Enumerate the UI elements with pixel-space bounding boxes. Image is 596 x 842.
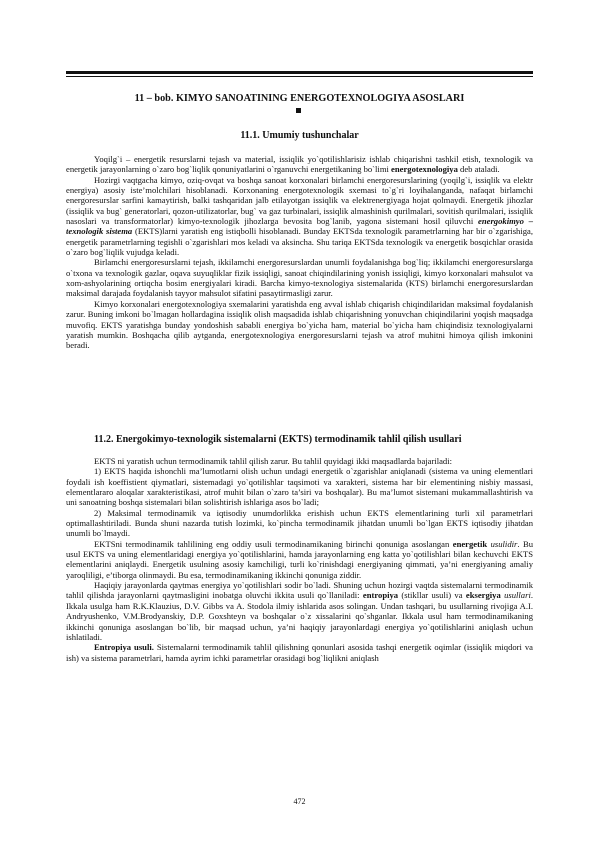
paragraph: Kimyo korxonalari energotexnologiya sxemalarini yaratishda eng avval ishlab chiqarish chiqindilaridan maksimal foydalanish zarur. Buning imkoni bo`lmagan hollardagina issiqlik olish maqsadida ishlab chiqarishning yonuvchan chiqindilarini yoqish maqsadga muvofiq. EKTS yaratishga bunday yondoshish sababli energiya bo`yicha ham, material bo`yicha ham chiqindisiz texnologiyalarni yaratish mumkin. Boshqacha qilib aytganda, energotexnologiya energoresurslarni tejash va atrof muhitni himoya qilish imkonini beradi. — [66, 298, 533, 351]
paragraph: Birlamchi energoresurslarni tejash, ikkilamchi energoresurslardan unumli foydalanishga bog`liq; ikkilamchi energoresurslarga o`txona va texnologik gazlar, oqava suyuqliklar fizik issiqligi, sanoat chiqindilarining yonish issiqligi, kimyo korxonalari mahsulot va xom-ashyolarining ortiqcha bosim energiyalari kiradi. Barcha kimyo-texnologiya sistemalarida (KTS) birlamchi energoresurslardan maksimal darajada foydalanish tayyor mahsulot sifatini pasaytirmasligi zarur. — [66, 257, 533, 299]
section-1-body — [66, 154, 533, 351]
square-bullet-icon — [296, 108, 301, 113]
header-rule-thin — [66, 76, 533, 77]
term-usullari: usullari — [504, 590, 531, 601]
term-usulidir: usulidir — [490, 538, 518, 549]
paragraph: Hozirgi vaqtgacha kimyo, oziq-ovqat va boshqa sanoat korxonalari birlamchi energoresurslarining (yoqilg`i, issiqlik va elektr energiya) asosiy iste’molchilari hisoblanadi. Korxonaning energotexnologik sxemasi to`g`ri loyihalanganda, nafaqat birlamchi energoresurslar sarfini kamaytirish, balki tashqaridan jalb etilayotgan issiqlik va elektrenergiyaga hojat qolmaydi. Energetik jihozlar (issiqlik va bug` generatorlari, qozon-utilizatorlar, bug` va gaz turbinalari, issiqlik almashinish qurilmalari, sovitish qurilmalari, issiqlik nasoslari va transformatorlar) kimyo-texnologik jihozlarga bevosita bog`lanib, yagona sistemani hosil qiluvchi energokimyo – texnologik sistema (EKTS)larni yaratish eng istiqbolli hisoblanadi. Bunday EKTSda texnologik parametrlarning har bir o`zgarishiga, energetik parametrlarning tegishli o`zgarishlari mos keladi va aksincha. Shu tariqa EKTSda texnologik va energetik bosqichlar orasida o`zaro bog`liqlik vujudga keladi. — [66, 174, 533, 258]
paragraph: Entropiya usuli. Sistemalarni termodinamik tahlil qilishning qonunlari asosida tashqi energetik oqimlar (issiqlik miqdori va ish) va sistema parametrlari, hamda ayrim ichki parametrlar orasidagi bog`liqlikni aniqlash — [66, 642, 533, 663]
paragraph: EKTS ni yaratish uchun termodinamik tahlil qilish zarur. Bu tahlil quyidagi ikki maqsadlarda bajariladi: — [94, 456, 452, 466]
term-energetik: energetik — [452, 538, 488, 549]
section-title-2: 11.2. Energokimyo-texnologik sistemalarni (EKTS) termodinamik tahlil qilish usullari — [94, 434, 462, 445]
paragraph: Haqiqiy jarayonlarda qaytmas energiya yo`qotilishlari sodir bo`ladi. Shuning uchun hozirgi vaqtda sistemalarni termodinamik tahlil qilishda jarayonlarni qaytmasligini inobatga oluvchi ikkita usuli qo`llaniladi: entropiya (stikllar usuli) va eksergiya usullari. Ikkala usulga ham R.K.Klauzius, D.V. Gibbs va A. Stodola ilmiy ishlarida asos solingan. Undan tashqari, bu usullarning rivojiga A.I. Andryushenko, V.M.Brodyanskiy, D.P. Goxshteyn va boshqalar o`z xissalarini qo`shganlar. Ikkala usul ham termodinamikaning ikkinchi qonuniga asoslangan bo`lib, bir maqsad uchun, ya’ni haqiqiy jarayonlardagi energiya yo`qotilishlarini aniqlash uchun ishlatiladi. — [66, 580, 533, 642]
paragraph: 2) Maksimal termodinamik va iqtisodiy unumdorlikka erishish uchun EKTS elementlarining turli xil parametrlari optimallashtiriladi. Bunda shuni nazarda tutish lozimki, ko`pincha termodinamik jihatdan unumli bo`lgan EKTS iqtisodiy jihatdan unumli bo`lmaydi. — [66, 507, 533, 539]
term-entropiya: entropiya — [362, 590, 399, 601]
paragraph: 1) EKTS haqida ishonchli ma’lumotlarni olish uchun undagi energetik o`zgarishlar aniqlanadi (sistema va uning elementlari foydali ish koeffistient qiymatlari, sistemadagi yo`qotilishlar taqsimoti va xarakteri, sistema har bir elementining nisbiy massasi, elementlararo aloqalar xarakteristikasi, atrof muhit bilan o`zaro ta’siri va boshqalar). Bu ma’lumot sistemani mukammallashtirish va uni sanoatning boshqa sistemalari bilan solishtirish ishlariga asos bo`ladi; — [66, 466, 533, 508]
section-title-1: 11.1. Umumiy tushunchalar — [240, 130, 359, 141]
term-eksergiya: eksergiya — [465, 590, 501, 601]
term-energotexnologiya: energotexnologiya — [391, 164, 458, 175]
paragraph: Yoqilg`i – energetik resurslarni tejash va material, issiqlik yo`qotilishlarisiz ishlab chiqarishni tashkil etish, texnologik va energetik jarayonlarning o`zaro bog`liqlik qonuniyatlarini o`rganuvchi energetikaning bo`limi energotexnologiya deb ataladi. — [66, 154, 533, 175]
page-number: 472 — [293, 797, 306, 806]
term-ekts: energokimyo – texnologik sistema — [66, 216, 533, 237]
chapter-title: 11 – bob. KIMYO SANOATINING ENERGOTEXNOLOGIYA ASOSLARI — [134, 93, 465, 104]
paragraph: EKTSni termodinamik tahlilining eng oddiy usuli termodinamikaning birinchi qonuniga asoslangan energetik usulidir. Bu usul EKTS va uning elementlaridagi energiya yo`qotilishlarini, hamda jarayonlarning eng katta yo`qotilishlari bilan kechuvchi EKTS elementlarini aniqlaydi. Energetik usulning asosiy kamchiligi, turli ko`rinishdagi energiyaning qimmati, ya’ni energiyaning amaliy yaroqliligi, e’tiborga olinmaydi. Bu esa, termodinamikaning ikkinchi qonuniga ziddir. — [66, 538, 534, 580]
term-entropiya-usuli: Entropiya usuli. — [94, 642, 154, 653]
header-rule-thick — [66, 71, 533, 74]
section-2-body — [66, 456, 533, 663]
